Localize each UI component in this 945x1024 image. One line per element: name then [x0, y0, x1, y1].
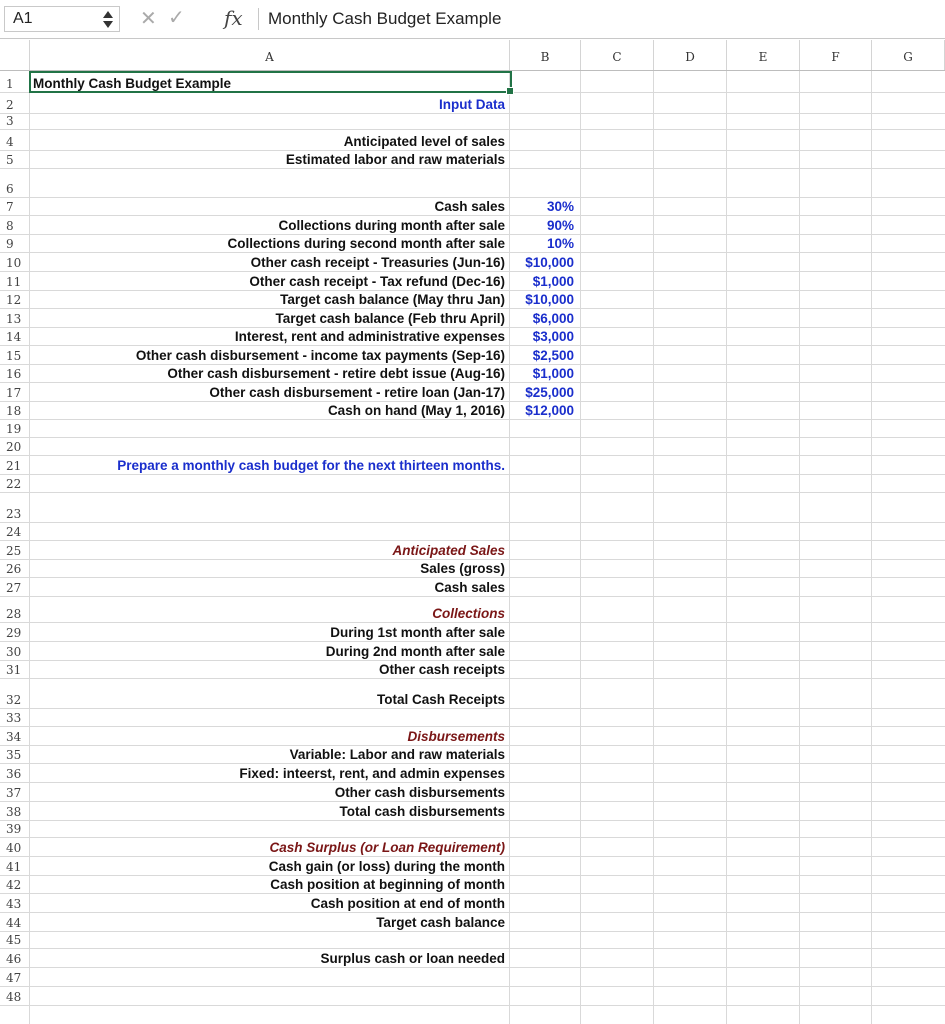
row-header[interactable]: 4: [6, 135, 14, 149]
row-header[interactable]: 44: [6, 916, 22, 930]
cell-b31[interactable]: [510, 661, 580, 678]
cell-a12[interactable]: Target cash balance (May thru Jan): [280, 292, 505, 307]
cell-b2[interactable]: [510, 93, 580, 113]
table-row: [0, 216, 945, 235]
row-header[interactable]: 46: [6, 952, 22, 966]
row-header[interactable]: 6: [6, 182, 14, 196]
table-row: [0, 235, 945, 253]
table-row: [0, 876, 945, 894]
row-header[interactable]: 42: [6, 878, 22, 892]
column-header-f[interactable]: F: [800, 40, 872, 70]
row-header[interactable]: 18: [6, 404, 22, 418]
cell-a14[interactable]: Interest, rent and administrative expenses: [234, 329, 505, 344]
table-row: [0, 821, 945, 838]
gridline: [580, 71, 581, 1024]
table-row: [0, 968, 945, 987]
cell-a1[interactable]: Monthly Cash Budget Example: [33, 76, 232, 91]
cell-b32[interactable]: [510, 679, 580, 708]
cell-a21[interactable]: Prepare a monthly cash budget for the next thirteen months.: [117, 458, 505, 473]
table-row: [0, 402, 945, 420]
table-row: [0, 383, 945, 402]
row-header[interactable]: 16: [6, 367, 22, 381]
table-row: [0, 560, 945, 578]
cell-a42[interactable]: Cash position at beginning of month: [270, 877, 505, 892]
table-row: [0, 541, 945, 560]
cell-a7[interactable]: Cash sales: [434, 199, 505, 214]
row-header[interactable]: 26: [6, 562, 22, 576]
table-row: [0, 727, 945, 746]
row-header[interactable]: 31: [6, 663, 22, 677]
cell-b45[interactable]: [510, 932, 580, 948]
row-header[interactable]: 27: [6, 581, 22, 595]
cell-b16[interactable]: $1,000: [532, 366, 574, 381]
table-row: [0, 309, 945, 328]
row-header[interactable]: 19: [6, 422, 22, 436]
row-header[interactable]: 1: [6, 77, 14, 91]
row-header[interactable]: 29: [6, 626, 22, 640]
table-row: [0, 932, 945, 949]
cell-a19[interactable]: [30, 420, 508, 437]
column-headers: [0, 40, 945, 71]
cell-a13[interactable]: Target cash balance (Feb thru April): [275, 311, 505, 326]
table-row: [0, 291, 945, 309]
cell-a3[interactable]: [30, 114, 508, 129]
cell-b6[interactable]: [510, 169, 580, 197]
table-row: [0, 151, 945, 169]
row-header[interactable]: 8: [6, 219, 14, 233]
row-header[interactable]: 21: [6, 459, 22, 473]
cell-a43[interactable]: Cash position at end of month: [310, 896, 505, 911]
cell-b1[interactable]: [510, 71, 580, 92]
row-header[interactable]: 24: [6, 525, 22, 539]
cell-a47[interactable]: [30, 968, 508, 986]
row-header[interactable]: 12: [6, 293, 22, 307]
cell-b22[interactable]: [510, 475, 580, 492]
cell-b19[interactable]: [510, 420, 580, 437]
cell-a24[interactable]: [30, 523, 508, 540]
gridline: [726, 71, 727, 1024]
cell-b29[interactable]: [510, 623, 580, 641]
cell-a16[interactable]: Other cash disbursement - retire debt issue (Aug-16): [167, 366, 505, 381]
cell-b42[interactable]: [510, 876, 580, 893]
cell-a2[interactable]: Input Data: [439, 97, 505, 112]
cell-b47[interactable]: [510, 968, 580, 986]
row-header[interactable]: 40: [6, 841, 22, 855]
row-header[interactable]: 43: [6, 897, 22, 911]
table-row: [0, 493, 945, 523]
row-header[interactable]: 39: [6, 822, 22, 836]
name-box-stepper-icon[interactable]: [103, 9, 113, 29]
table-row: [0, 365, 945, 383]
cell-a20[interactable]: [30, 438, 508, 455]
row-header[interactable]: 38: [6, 805, 22, 819]
formula-input[interactable]: Monthly Cash Budget Example: [268, 9, 502, 28]
cell-a27[interactable]: Cash sales: [434, 580, 505, 595]
cell-b30[interactable]: [510, 642, 580, 660]
cell-b39[interactable]: [510, 821, 580, 837]
insert-function-icon[interactable]: fx: [224, 6, 243, 30]
cell-a34[interactable]: Disbursements: [407, 729, 505, 744]
select-all-corner[interactable]: [0, 40, 30, 70]
cell-a40[interactable]: Cash Surplus (or Loan Requirement): [269, 840, 505, 855]
gridline: [799, 71, 800, 1024]
table-row: [0, 764, 945, 783]
cell-b23[interactable]: [510, 493, 580, 522]
cell-b36[interactable]: [510, 764, 580, 782]
cell-a25[interactable]: Anticipated Sales: [392, 543, 505, 558]
cell-a41[interactable]: Cash gain (or loss) during the month: [268, 859, 505, 874]
table-row: [0, 130, 945, 151]
cell-a29[interactable]: During 1st month after sale: [330, 625, 505, 640]
cell-b4[interactable]: [510, 130, 580, 150]
cell-a9[interactable]: Collections during second month after sale: [227, 236, 505, 251]
cell-b25[interactable]: [510, 541, 580, 559]
row-header[interactable]: 37: [6, 786, 22, 800]
gridline: [29, 71, 30, 1024]
cell-b44[interactable]: [510, 913, 580, 931]
row-header[interactable]: 3: [6, 114, 14, 128]
row-header[interactable]: 30: [6, 645, 22, 659]
row-header[interactable]: 32: [6, 693, 22, 707]
cell-a17[interactable]: Other cash disbursement - retire loan (Jan-17): [209, 385, 505, 400]
table-row: [0, 679, 945, 709]
selected-cell-a1[interactable]: [29, 71, 512, 93]
table-row: [0, 253, 945, 272]
cell-a35[interactable]: Variable: Labor and raw materials: [289, 747, 505, 762]
row-header[interactable]: 22: [6, 477, 22, 491]
cell-b37[interactable]: [510, 783, 580, 801]
cell-b17[interactable]: $25,000: [525, 385, 574, 400]
table-row: [0, 438, 945, 456]
cell-a48[interactable]: [30, 987, 508, 1005]
table-row: [0, 456, 945, 475]
cell-b33[interactable]: [510, 709, 580, 726]
cell-b8[interactable]: 90%: [546, 218, 574, 233]
table-row: [0, 114, 945, 130]
table-row: [0, 642, 945, 661]
table-row: [0, 523, 945, 541]
cell-a28[interactable]: Collections: [432, 606, 505, 621]
table-row: [0, 578, 945, 597]
cell-b21[interactable]: [510, 456, 580, 474]
column-header-b[interactable]: B: [510, 40, 581, 70]
table-row: [0, 597, 945, 623]
cell-b10[interactable]: $10,000: [525, 255, 574, 270]
table-row: [0, 709, 945, 727]
cell-a44[interactable]: Target cash balance: [376, 915, 505, 930]
cell-a26[interactable]: Sales (gross): [420, 561, 505, 576]
name-box[interactable]: [4, 6, 120, 32]
cell-a5[interactable]: Estimated labor and raw materials: [285, 152, 505, 167]
cell-a4[interactable]: Anticipated level of sales: [343, 134, 505, 149]
sheet-grid[interactable]: [0, 71, 945, 1024]
cell-b48[interactable]: [510, 987, 580, 1005]
gridline: [871, 71, 872, 1024]
cell-b24[interactable]: [510, 523, 580, 540]
table-row: [0, 746, 945, 764]
cell-b26[interactable]: [510, 560, 580, 577]
cell-a46[interactable]: Surplus cash or loan needed: [320, 951, 505, 966]
cell-b7[interactable]: 30%: [546, 199, 574, 214]
row-header[interactable]: 10: [6, 256, 22, 270]
gridline: [509, 71, 510, 1024]
row-header[interactable]: 45: [6, 933, 22, 947]
cell-b46[interactable]: [510, 949, 580, 967]
table-row: [0, 857, 945, 876]
cell-b28[interactable]: [510, 597, 580, 622]
table-row: [0, 328, 945, 346]
row-header[interactable]: 5: [6, 153, 14, 167]
cell-a8[interactable]: Collections during month after sale: [278, 218, 505, 233]
cell-b3[interactable]: [510, 114, 580, 129]
cell-a10[interactable]: Other cash receipt - Treasuries (Jun-16): [250, 255, 505, 270]
table-row: [0, 272, 945, 291]
cell-b41[interactable]: [510, 857, 580, 875]
cell-a45[interactable]: [30, 932, 508, 948]
table-row: [0, 949, 945, 968]
cancel-icon[interactable]: ✕: [140, 8, 157, 30]
cell-a11[interactable]: Other cash receipt - Tax refund (Dec-16): [249, 274, 505, 289]
formula-divider: [258, 8, 259, 30]
row-header[interactable]: 25: [6, 544, 22, 558]
row-header[interactable]: 2: [6, 98, 14, 112]
column-header-e[interactable]: E: [727, 40, 800, 70]
table-row: [0, 198, 945, 216]
row-header[interactable]: 11: [6, 275, 22, 289]
cell-a15[interactable]: Other cash disbursement - income tax payments (Sep-16): [135, 348, 505, 363]
row-header[interactable]: 36: [6, 767, 22, 781]
table-row: [0, 346, 945, 365]
formula-bar: [0, 0, 945, 39]
cell-b40[interactable]: [510, 838, 580, 856]
row-header[interactable]: 9: [6, 237, 14, 251]
table-row: [0, 802, 945, 821]
row-header[interactable]: 28: [6, 607, 22, 621]
row-header[interactable]: 7: [6, 200, 14, 214]
column-header-d[interactable]: D: [654, 40, 727, 70]
cell-a18[interactable]: Cash on hand (May 1, 2016): [327, 403, 505, 418]
cell-a39[interactable]: [30, 821, 508, 837]
row-header[interactable]: 14: [6, 330, 22, 344]
cell-b27[interactable]: [510, 578, 580, 596]
row-header[interactable]: 20: [6, 440, 22, 454]
gridline: [653, 71, 654, 1024]
row-header[interactable]: 17: [6, 386, 22, 400]
table-row: [0, 661, 945, 679]
column-header-g[interactable]: G: [872, 40, 945, 70]
table-row: [0, 987, 945, 1006]
table-row: [0, 623, 945, 642]
cell-a33[interactable]: [30, 709, 508, 726]
cell-a36[interactable]: Fixed: inteerst, rent, and admin expenses: [239, 766, 505, 781]
cell-b38[interactable]: [510, 802, 580, 820]
row-header[interactable]: 47: [6, 971, 22, 985]
table-row: [0, 169, 945, 198]
table-row: [0, 894, 945, 913]
cell-b20[interactable]: [510, 438, 580, 455]
row-header[interactable]: 13: [6, 312, 22, 326]
row-header[interactable]: 35: [6, 748, 22, 762]
column-header-c[interactable]: C: [581, 40, 654, 70]
cell-a38[interactable]: Total cash disbursements: [339, 804, 505, 819]
row-header[interactable]: 33: [6, 711, 22, 725]
row-header[interactable]: 41: [6, 860, 22, 874]
cell-a6[interactable]: [30, 169, 508, 197]
fill-handle[interactable]: [506, 87, 514, 95]
cell-b18[interactable]: $12,000: [525, 403, 574, 418]
cell-b11[interactable]: $1,000: [532, 274, 574, 289]
cell-b35[interactable]: [510, 746, 580, 763]
cell-a23[interactable]: [30, 493, 508, 522]
cell-b15[interactable]: $2,500: [532, 348, 574, 363]
column-header-a[interactable]: A: [30, 40, 510, 70]
table-row: [0, 913, 945, 932]
cell-a30[interactable]: During 2nd month after sale: [325, 644, 505, 659]
table-row: [0, 783, 945, 802]
cell-a22[interactable]: [30, 475, 508, 492]
row-header[interactable]: 23: [6, 507, 22, 521]
cell-b9[interactable]: 10%: [546, 236, 574, 251]
cell-b5[interactable]: [510, 151, 580, 168]
enter-check-icon[interactable]: ✓: [168, 7, 185, 29]
table-row: [0, 838, 945, 857]
cell-b34[interactable]: [510, 727, 580, 745]
cell-b13[interactable]: $6,000: [532, 311, 574, 326]
row-header[interactable]: 48: [6, 990, 22, 1004]
row-header[interactable]: 34: [6, 730, 22, 744]
cell-a37[interactable]: Other cash disbursements: [334, 785, 505, 800]
table-row: [0, 475, 945, 493]
table-row: [0, 93, 945, 114]
row-header[interactable]: 15: [6, 349, 22, 363]
cell-a31[interactable]: Other cash receipts: [378, 662, 505, 677]
table-row: [0, 420, 945, 438]
cell-b14[interactable]: $3,000: [532, 329, 574, 344]
cell-b12[interactable]: $10,000: [525, 292, 574, 307]
cell-a32[interactable]: Total Cash Receipts: [376, 692, 505, 707]
cell-b43[interactable]: [510, 894, 580, 912]
name-box-value: A1: [13, 10, 33, 27]
